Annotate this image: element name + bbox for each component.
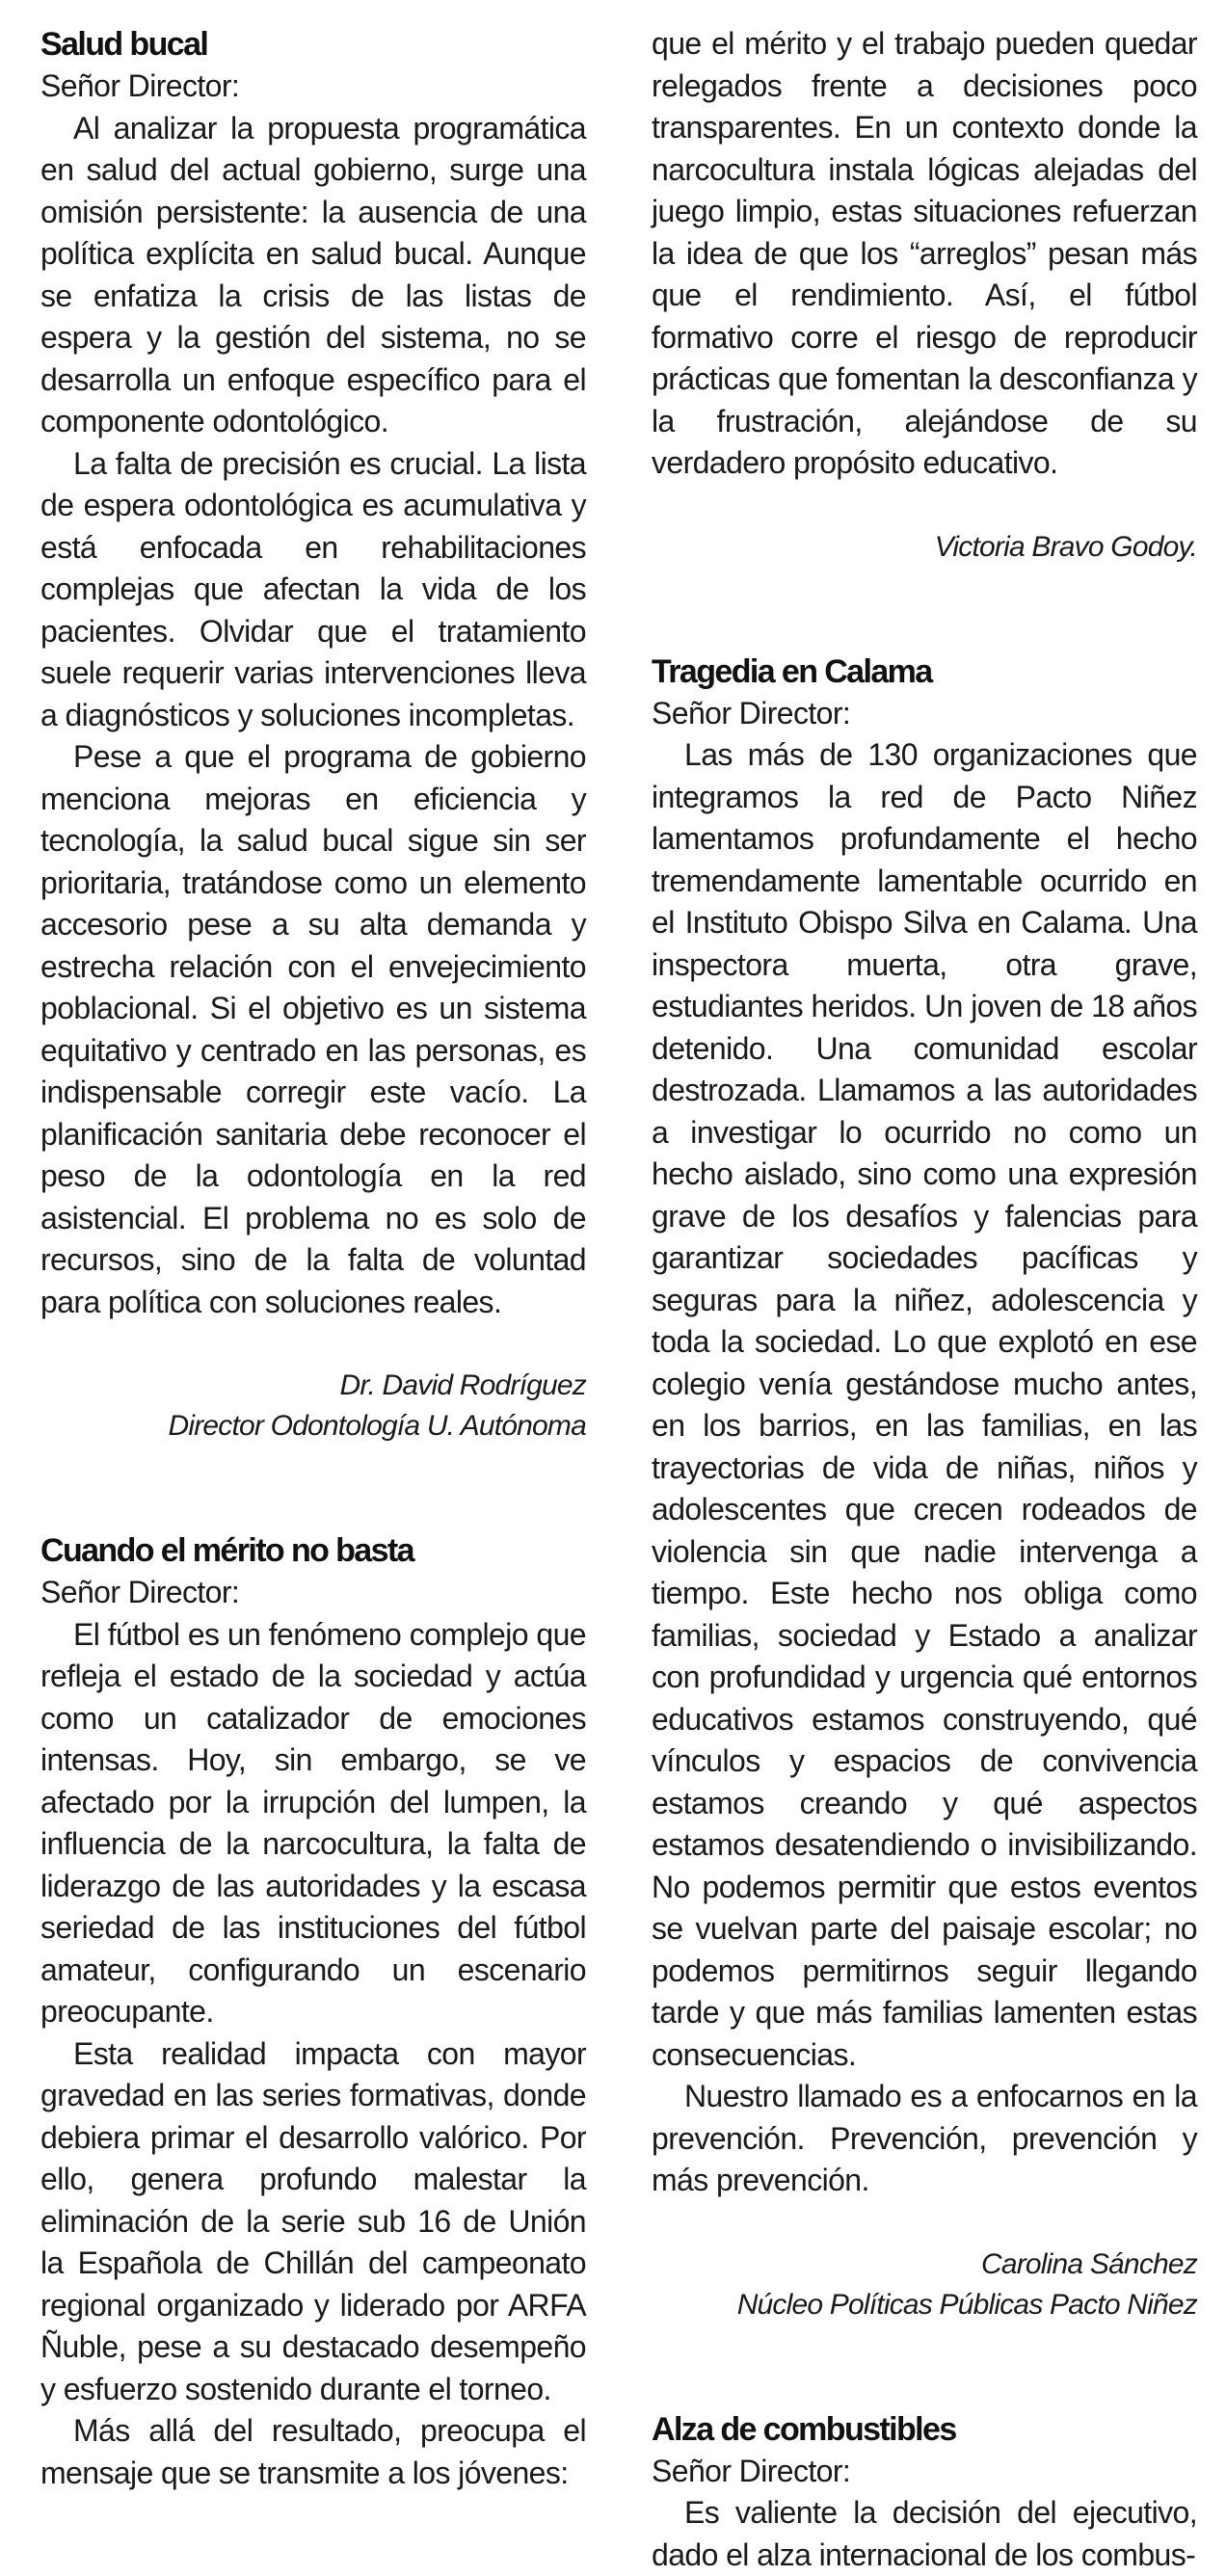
letter-cuando-el-merito (40, 1529, 586, 2494)
letter-headline: Cuando el mérito no basta (40, 1529, 586, 1572)
letter-salutation: Señor Director: (652, 2451, 1197, 2493)
letter-continuation: que el mérito y el trabajo pueden quedar relegados frente a decisiones poco transparentes. En un contexto donde la narcocultura instala lógicas alejadas del juego limpio, estas situaciones refuerzan la idea de que los “arreglos” pesan más que el rendimiento. Así, el fútbol formativo corre el riesgo de reproducir prácticas que fomentan la desconfianza y la frustración, alejándose de su verdadero propósito educativo. (652, 23, 1197, 485)
letter-paragraph: El fútbol es un fenómeno complejo que refleja el estado de la sociedad y actúa como un catalizador de emociones intensas. Hoy, sin embargo, se ve afectado por la irrupción del lumpen, la influencia de la narcocultura, la falta de liderazgo de las autoridades y la escasa seriedad de las instituciones del fútbol amateur, configurando un escenario preocupante. (40, 1614, 586, 2033)
letter-salud-bucal (40, 23, 586, 1447)
letter-paragraph: Las más de 130 organizaciones que integramos la red de Pacto Niñez lamentamos profundamente el hecho tremendamente lamentable ocurrido en el Instituto Obispo Silva en Calama. Una inspectora muerta, otra grave, estudiantes heridos. Un joven de 18 años detenido. Una comunidad escolar destrozada. Llamamos a las autoridades a investigar lo ocurrido no como un hecho aislado, sino como una expresión grave de los desafíos y falencias para garantizar sociedades pacíficas y seguras para la niñez, adolescencia y toda la sociedad. Lo que explotó en ese colegio venía gestándose mucho antes, en los barrios, en las familias, en las trayectorias de vida de niñas, niños y adolescentes que crecen rodeados de violencia sin que nadie intervenga a tiempo. Este hecho nos obliga como familias, sociedad y Estado a analizar con profundidad y urgencia qué entornos educativos estamos construyendo, qué vínculos y espacios de convivencia estamos creando y qué aspectos estamos desatendiendo o invisibilizando. No podemos permitir que estos eventos se vuelvan parte del paisaje escolar; no podemos permitirnos seguir llegando tarde y que más familias lamenten estas consecuencias. (652, 734, 1197, 2076)
left-column (40, 23, 586, 2510)
letter-headline: Tragedia en Calama (652, 651, 1197, 693)
letter-paragraph: La falta de precisión es crucial. La lista de espera odontológica es acumulativa y está enfocada en rehabilitaciones complejas que afectan la vida de los pacientes. Olvidar que el tratamiento suele requerir varias intervenciones lleva a diagnósticos y soluciones incompletas. (40, 443, 586, 737)
signature-affiliation: Núcleo Políticas Públicas Pacto Niñez (652, 2285, 1197, 2325)
signature-name: Dr. David Rodríguez (40, 1366, 586, 1406)
signature-name: Victoria Bravo Godoy. (652, 527, 1197, 568)
letters-page (40, 23, 1197, 2510)
letter-tragedia-calama (652, 651, 1197, 2325)
letter-paragraph: Es valiente la decisión del ejecutivo, dado el alza internacional de los combus- (652, 2492, 1197, 2576)
letter-paragraph: Pese a que el programa de gobierno menciona mejoras en eficiencia y tecnología, la salud bucal sigue sin ser prioritaria, tratándose como un elemento accesorio pese a su alta demanda y estrecha relación con el envejecimiento poblacional. Si el objetivo es un sistema equitativo y centrado en las personas, es indispensable corregir este vacío. La planificación sanitaria debe reconocer el peso de la odontología en la red asistencial. El problema no es solo de recursos, sino de la falta de voluntad para política con soluciones reales. (40, 736, 586, 1323)
letter-salutation: Señor Director: (40, 66, 586, 108)
right-column (652, 23, 1197, 2510)
letter-headline: Alza de combustibles (652, 2408, 1197, 2451)
letter-cuando-el-merito-continued (652, 23, 1197, 568)
letter-paragraph: Esta realidad impacta con mayor gravedad en las series formativas, donde debiera primar el desarrollo valórico. Por ello, genera profundo malestar la eliminación de la serie sub 16 de Unión la Española de Chillán del campeonato regional organizado y liderado por ARFA Ñuble, pese a su destacado desempeño y esfuerzo sostenido durante el torneo. (40, 2033, 586, 2411)
letter-paragraph: Al analizar la propuesta programática en salud del actual gobierno, surge una omisión persistente: la ausencia de una política explícita en salud bucal. Aunque se enfatiza la crisis de las listas de espera y la gestión del sistema, no se desarrolla un enfoque específico para el componente odontológico. (40, 108, 586, 443)
letter-paragraph: Nuestro llamado es a enfocarnos en la prevención. Prevención, prevención y más prevención. (652, 2076, 1197, 2202)
signature-name: Carolina Sánchez (652, 2244, 1197, 2285)
letter-alza-combustibles (652, 2408, 1197, 2576)
letter-headline: Salud bucal (40, 23, 586, 66)
letter-salutation: Señor Director: (652, 693, 1197, 735)
letter-paragraph: Más allá del resultado, preocupa el mensaje que se transmite a los jóvenes: (40, 2410, 586, 2494)
signature-affiliation: Director Odontología U. Autónoma (40, 1406, 586, 1447)
letter-salutation: Señor Director: (40, 1572, 586, 1614)
